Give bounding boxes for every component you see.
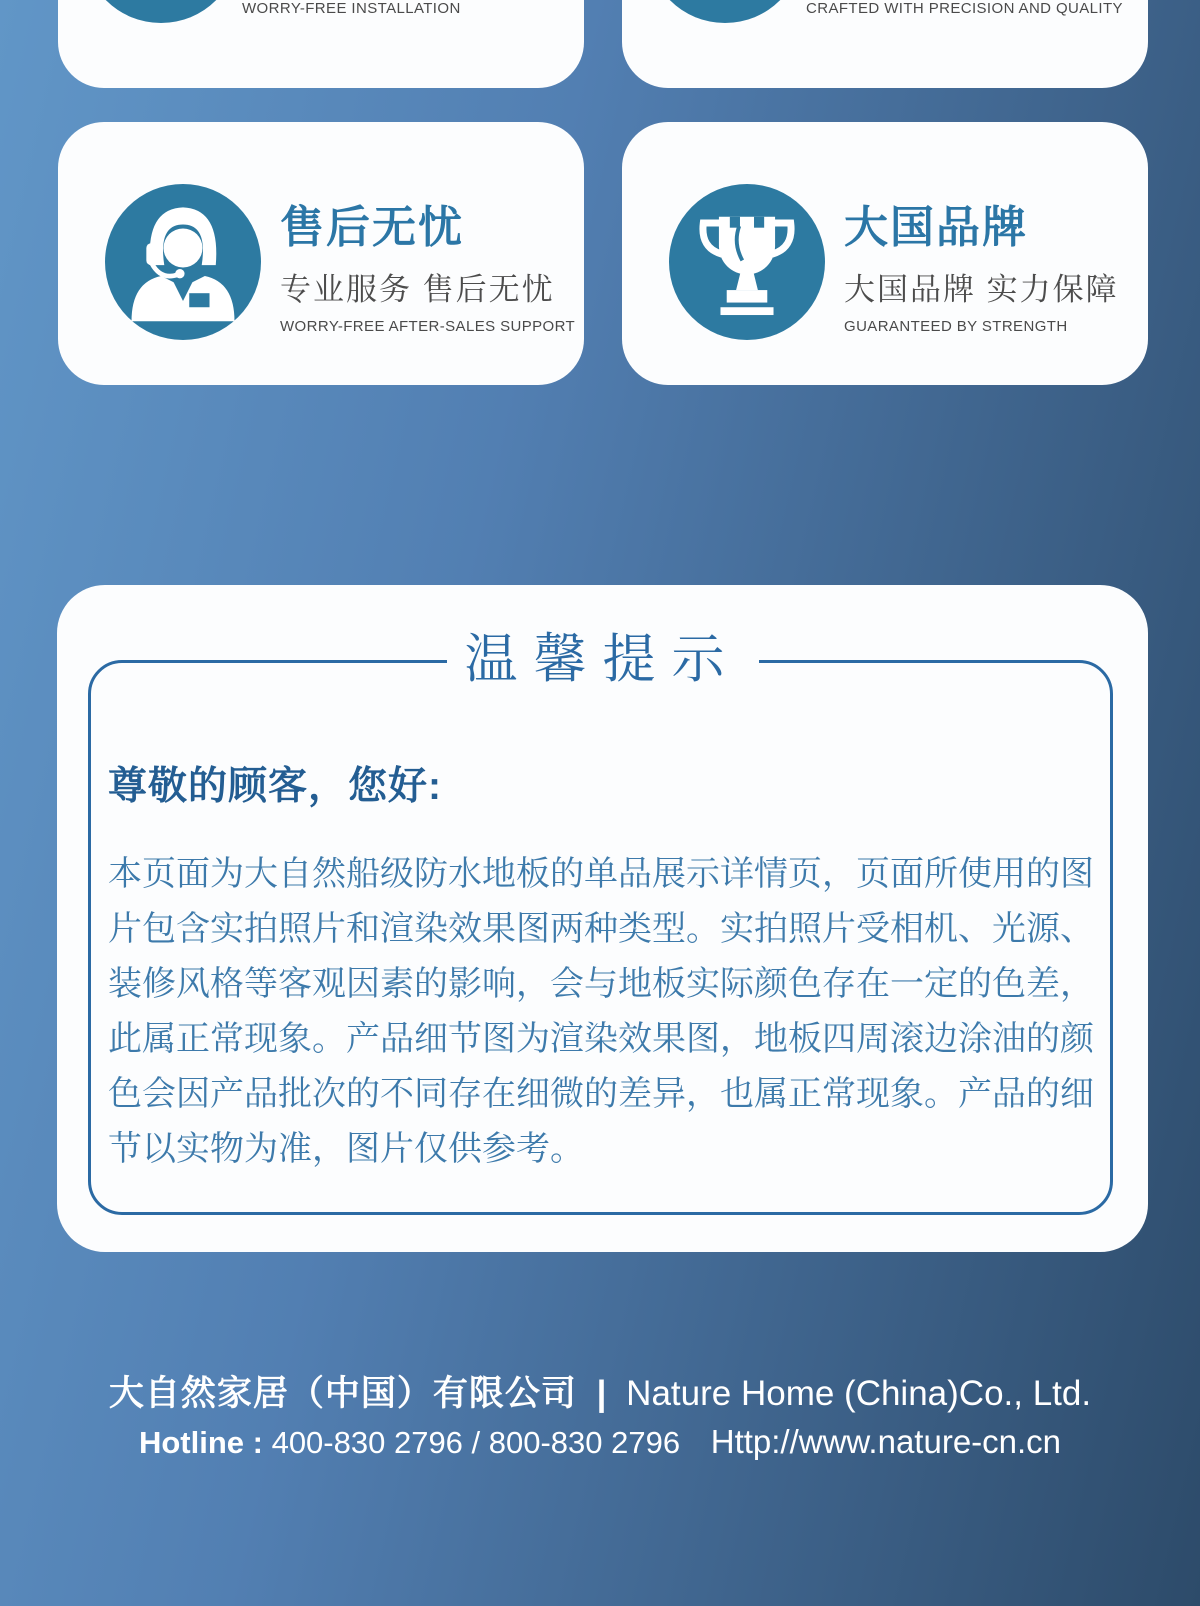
- feature-caption-en: CRAFTED WITH PRECISION AND QUALITY: [806, 0, 1123, 17]
- feature-subtitle: 大国品牌 实力保障: [844, 272, 1119, 307]
- company-name-en: Nature Home (China)Co., Ltd.: [626, 1374, 1092, 1413]
- notice-body-line: 节以实物为准，图片仅供参考。: [108, 1130, 584, 1168]
- footer-contact-line: [0, 1422, 1200, 1463]
- feature-card-installation: [58, 0, 584, 88]
- notice-card: [57, 585, 1148, 1252]
- footer-separator: |: [596, 1374, 607, 1413]
- notice-body: [108, 847, 1108, 1177]
- website-url: Http://www.nature-cn.cn: [710, 1423, 1062, 1460]
- feature-subtitle: 专业服务 售后无忧: [280, 272, 555, 307]
- notice-body-line: 装修风格等客观因素的影响，会与地板实际颜色存在一定的色差，: [108, 965, 1094, 1003]
- installation-icon: [83, 0, 239, 23]
- notice-greeting: 尊敬的顾客，您好:: [108, 765, 442, 808]
- notice-body-line: 本页面为大自然船级防水地板的单品展示详情页，页面所使用的图: [108, 855, 1094, 893]
- footer: [0, 1372, 1200, 1463]
- notice-title-row: [57, 632, 1148, 688]
- company-name-cn: 大自然家居（中国）有限公司: [108, 1374, 577, 1413]
- hotline-numbers: 400-830 2796 / 800-830 2796: [271, 1425, 681, 1460]
- feature-caption-en: GUARANTEED BY STRENGTH: [844, 318, 1068, 335]
- feature-card-brand: [622, 122, 1148, 385]
- feature-title: 大国品牌: [844, 203, 1028, 252]
- feature-title: 售后无忧: [280, 203, 464, 252]
- feature-card-after-sales: [58, 122, 584, 385]
- notice-body-line: 此属正常现象。产品细节图为渲染效果图，地板四周滚边涂油的颜: [108, 1020, 1094, 1058]
- footer-company-line: [0, 1372, 1200, 1416]
- customer-service-icon: [105, 184, 261, 340]
- feature-caption-en: WORRY-FREE AFTER-SALES SUPPORT: [280, 318, 576, 335]
- quality-icon: [647, 0, 803, 23]
- notice-title: 温馨提示: [447, 632, 759, 688]
- hotline-label: Hotline :: [138, 1425, 263, 1460]
- trophy-icon: [669, 184, 825, 340]
- feature-caption-en: WORRY-FREE INSTALLATION: [242, 0, 461, 17]
- notice-body-line: 片包含实拍照片和渲染效果图两种类型。实拍照片受相机、光源、: [108, 910, 1094, 948]
- feature-card-quality: [622, 0, 1148, 88]
- notice-body-line: 色会因产品批次的不同存在细微的差异，也属正常现象。产品的细: [108, 1075, 1094, 1113]
